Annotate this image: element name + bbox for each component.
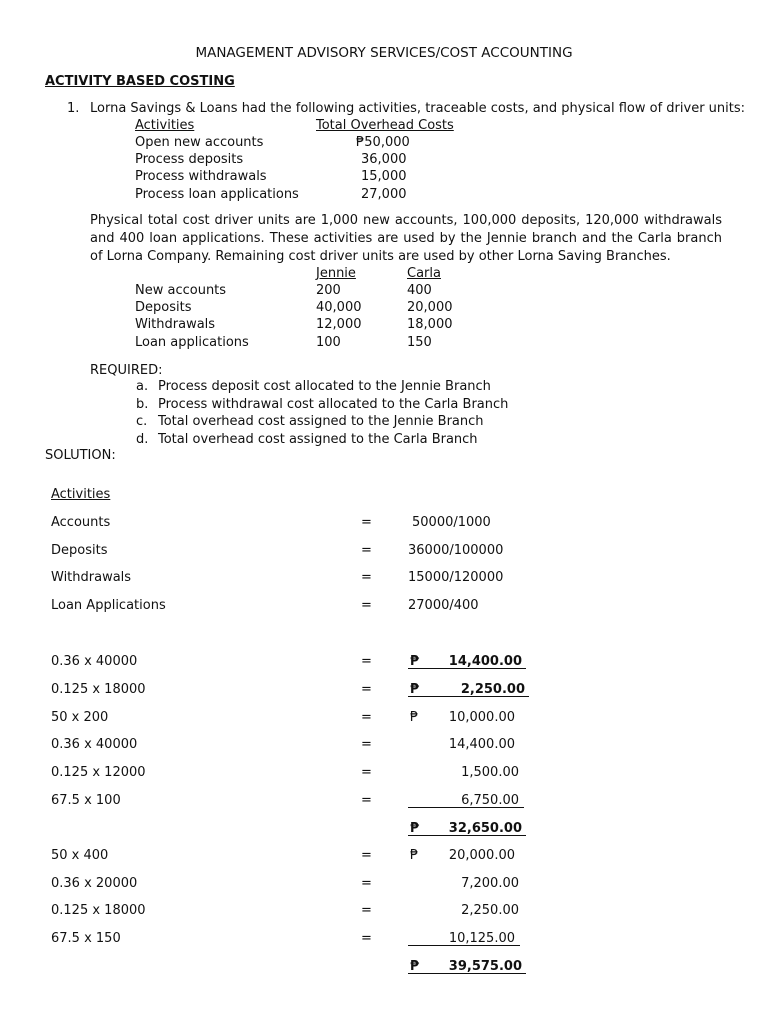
cost-table-header-costs: Total Overhead Costs [316,118,454,133]
jennie-row-expression: 67.5 x 100 [51,793,121,808]
carla-row-expression: 0.125 x 18000 [51,903,146,918]
equals-sign: = [361,710,372,725]
jennie-row-expression: 50 x 200 [51,710,109,725]
required-item-letter: b. [136,397,149,412]
rate-name: Deposits [51,543,108,558]
required-item-text: Total overhead cost assigned to the Carla Branch [158,432,478,447]
jennie-row-expression: 0.125 x 12000 [51,765,146,780]
underline-rule [408,945,520,946]
rate-name: Withdrawals [51,570,132,585]
required-item-letter: a. [136,379,149,394]
equals-sign: = [361,598,372,613]
equals-sign: = [361,654,372,669]
answer-b-amount: 2,250.00 [460,682,525,697]
equals-sign: = [361,737,372,752]
jennie-row-expression: 0.36 x 40000 [51,737,138,752]
required-item-text: Process withdrawal cost allocated to the Carla Branch [158,397,509,412]
underline-rule [408,973,526,974]
equals-sign: = [361,931,372,946]
jennie-row-amount: 1,500.00 [461,765,519,780]
problem-paragraph: Physical total cost driver units are 1,000 new accounts, 100,000 deposits, 120,000 withdrawals and 400 loan applications. These activities are used by the Jennie branch and the Carla branch of Lorna Company. Remaining cost driver units are used by other Lorna Saving Branches. [90,213,722,264]
required-label: REQUIRED: [90,363,163,378]
jennie-row-amount: 6,750.00 [461,793,519,808]
underline-rule [408,807,524,808]
cost-table-activity: Process withdrawals [135,169,267,184]
rate-name: Accounts [51,515,111,530]
equals-sign: = [361,903,372,918]
peso-sign: ₱ [410,821,420,836]
peso-sign: ₱ [410,959,420,974]
branch-table-carla-value: 18,000 [407,317,453,332]
underline-rule [408,835,526,836]
cost-table-activity: Open new accounts [135,135,264,150]
rate-value: 36000/100000 [408,543,504,558]
branch-table-driver: New accounts [135,283,227,298]
branch-table-jennie-value: 100 [316,335,341,350]
underline-rule [408,696,529,697]
carla-row-amount: 7,200.00 [461,876,519,891]
jennie-row-amount: 10,000.00 [448,710,515,725]
carla-row-expression: 50 x 400 [51,848,109,863]
peso-sign: ₱ [410,710,419,725]
equals-sign: = [361,570,372,585]
carla-row-expression: 0.36 x 20000 [51,876,138,891]
cost-table-activity: Process loan applications [135,187,299,202]
rate-value: 15000/120000 [408,570,504,585]
jennie-row-amount: 14,400.00 [448,737,515,752]
branch-table-carla-value: 400 [407,283,432,298]
problem-intro: Lorna Savings & Loans had the following activities, traceable costs, and physical flow of driver units: [90,101,746,116]
cost-table-amount: ₱50,000 [356,135,410,150]
peso-sign: ₱ [410,848,419,863]
rate-value: 50000/1000 [412,515,491,530]
equals-sign: = [361,682,372,697]
cost-table-amount: 15,000 [361,169,407,184]
solution-label: SOLUTION: [45,448,116,463]
answer-b-expression: 0.125 x 18000 [51,682,146,697]
equals-sign: = [361,848,372,863]
answer-a-amount: 14,400.00 [448,654,522,669]
branch-table-jennie-value: 12,000 [316,317,362,332]
branch-table-jennie-value: 40,000 [316,300,362,315]
equals-sign: = [361,543,372,558]
page-title: MANAGEMENT ADVISORY SERVICES/COST ACCOUNTING [195,45,573,61]
branch-table-driver: Loan applications [135,335,249,350]
required-item-text: Total overhead cost assigned to the Jennie Branch [158,414,484,429]
solution-activities-heading: Activities [51,487,111,502]
rate-value: 27000/400 [408,598,479,613]
branch-table-carla-value: 20,000 [407,300,453,315]
branch-table-carla-value: 150 [407,335,432,350]
problem-number: 1. [67,101,80,116]
equals-sign: = [361,793,372,808]
carla-row-amount: 20,000.00 [448,848,515,863]
jennie-total-amount: 32,650.00 [448,821,522,836]
carla-row-amount: 10,125.00 [448,931,515,946]
equals-sign: = [361,765,372,780]
equals-sign: = [361,876,372,891]
branch-table-jennie-value: 200 [316,283,341,298]
branch-table-header-jennie: Jennie [316,266,356,281]
peso-sign: ₱ [410,654,420,669]
branch-table-driver: Withdrawals [135,317,216,332]
branch-table-driver: Deposits [135,300,192,315]
equals-sign: = [361,515,372,530]
cost-table-activity: Process deposits [135,152,244,167]
underline-rule [408,668,526,669]
cost-table-amount: 27,000 [361,187,407,202]
carla-row-amount: 2,250.00 [461,903,519,918]
section-heading: ACTIVITY BASED COSTING [45,74,235,89]
required-item-text: Process deposit cost allocated to the Jennie Branch [158,379,491,394]
required-item-letter: d. [136,432,149,447]
carla-total-amount: 39,575.00 [448,959,522,974]
carla-row-expression: 67.5 x 150 [51,931,121,946]
required-item-letter: c. [136,414,148,429]
answer-a-expression: 0.36 x 40000 [51,654,138,669]
rate-name: Loan Applications [51,598,166,613]
peso-sign: ₱ [410,682,420,697]
cost-table-header-activities: Activities [135,118,195,133]
branch-table-header-carla: Carla [407,266,441,281]
cost-table-amount: 36,000 [361,152,407,167]
